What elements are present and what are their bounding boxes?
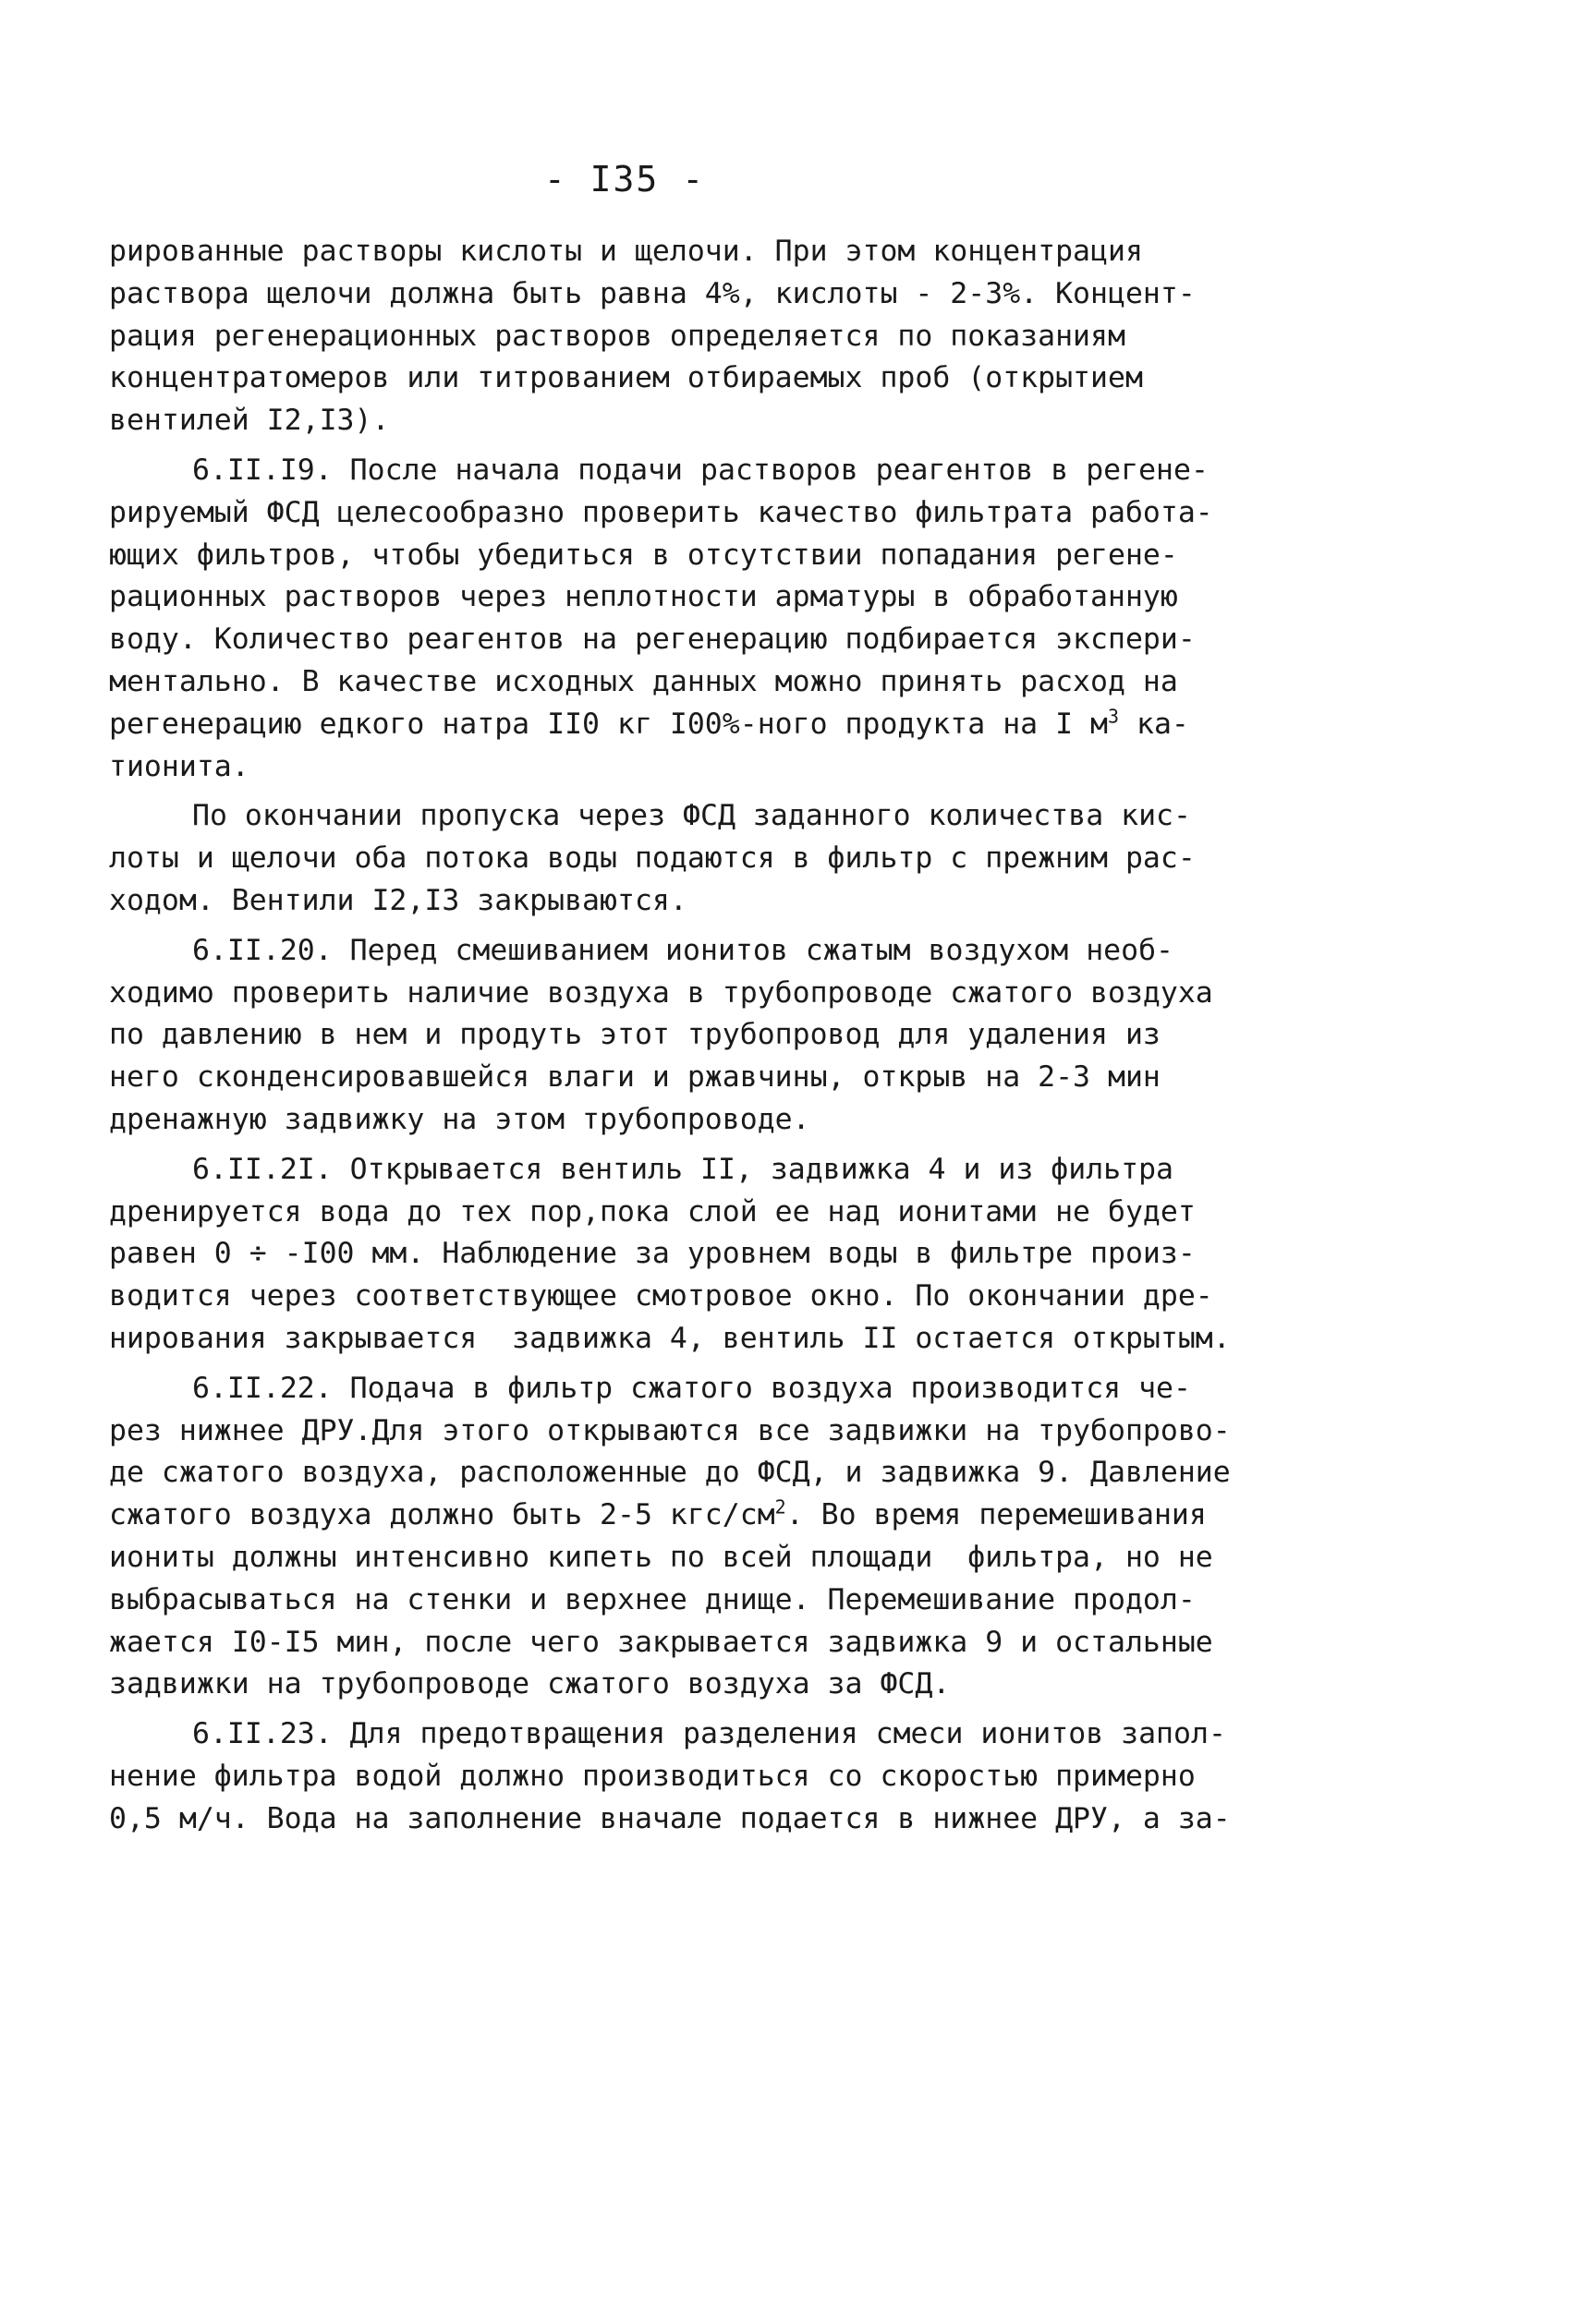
text-line: лоты и щелочи оба потока воды подаются в фильтр с прежним рас- bbox=[109, 841, 1196, 876]
text-line: водится через соответствующее смотровое окно. По окончании дре- bbox=[109, 1279, 1213, 1313]
superscript: 2 bbox=[774, 1495, 786, 1519]
text-line: рез нижнее ДРУ.Для этого открываются все задвижки на трубопрово- bbox=[109, 1413, 1231, 1447]
text-segment: . Во время перемешивания bbox=[785, 1498, 1207, 1532]
text-line: рируемый ФСД целесообразно проверить качество фильтрата работа- bbox=[109, 495, 1213, 529]
text-line: выбрасываться на стенки и верхнее днище. Перемешивание продол- bbox=[109, 1582, 1196, 1616]
text-segment: сжатого воздуха должно быть 2-5 кгс/см bbox=[109, 1498, 775, 1532]
page-number: - I35 - bbox=[543, 159, 706, 200]
text-line: жается I0-I5 мин, после чего закрывается задвижка 9 и остальные bbox=[109, 1625, 1213, 1659]
text-line: 6.II.I9. После начала подачи растворов реагентов в регене- bbox=[192, 453, 1209, 487]
text-line: него сконденсировавшейся влаги и ржавчины, открыв на 2-3 мин bbox=[109, 1060, 1161, 1095]
text-line: дренируется вода до тех пор,пока слой ее над ионитами не будет bbox=[109, 1194, 1196, 1229]
text-line: 6.II.22. Подача в фильтр сжатого воздуха производится че- bbox=[192, 1371, 1191, 1405]
text-segment: ка- bbox=[1119, 707, 1189, 741]
text-line: по давлению в нем и продуть этот трубопровод для удаления из bbox=[109, 1018, 1161, 1052]
text-line: ходом. Вентили I2,I3 закрываются. bbox=[109, 883, 687, 917]
text-line bbox=[109, 1495, 1236, 1537]
text-line: де сжатого воздуха, расположенные до ФСД, и задвижка 9. Давление bbox=[109, 1456, 1231, 1490]
text-line: воду. Количество реагентов на регенерацию подбирается экспери- bbox=[109, 623, 1196, 657]
text-line: 6.II.2I. Открывается вентиль II, задвижка 4 и из фильтра bbox=[192, 1152, 1174, 1186]
text-line: равен 0 ÷ -I00 мм. Наблюдение за уровнем воды в фильтре произ- bbox=[109, 1237, 1196, 1271]
superscript: 3 bbox=[1107, 705, 1120, 728]
text-line: задвижки на трубопроводе сжатого воздуха за ФСД. bbox=[109, 1667, 951, 1701]
text-line: рация регенерационных растворов определяется по показаниям bbox=[109, 319, 1125, 353]
text-line: По окончании пропуска через ФСД заданного количества кис- bbox=[192, 799, 1191, 833]
text-line: ментально. В качестве исходных данных можно принять расход на bbox=[109, 664, 1178, 698]
text-line: ющих фильтров, чтобы убедиться в отсутствии попадания регене- bbox=[109, 538, 1178, 572]
text-line: тионита. bbox=[109, 749, 249, 783]
text-line: 6.II.23. Для предотвращения разделения смеси ионитов запол- bbox=[192, 1717, 1226, 1751]
text-line: нение фильтра водой должно производиться со скоростью примерно bbox=[109, 1759, 1196, 1793]
text-line: концентратомеров или титрованием отбираемых проб (открытием bbox=[109, 361, 1143, 395]
text-line: 0,5 м/ч. Вода на заполнение вначале подается в нижнее ДРУ, а за- bbox=[109, 1801, 1231, 1835]
text-line: дренажную задвижку на этом трубопроводе. bbox=[109, 1102, 810, 1136]
text-line: раствора щелочи должна быть равна 4%, кислоты - 2-3%. Концент- bbox=[109, 276, 1196, 310]
text-line bbox=[109, 704, 1236, 746]
text-line: 6.II.20. Перед смешиванием ионитов сжатым воздухом необ- bbox=[192, 933, 1174, 967]
text-line: рационных растворов через неплотности арматуры в обработанную bbox=[109, 580, 1178, 614]
text-line: вентилей I2,I3). bbox=[109, 404, 390, 438]
text-segment: регенерацию едкого натра II0 кг I00%-ного продукта на I м bbox=[109, 707, 1108, 741]
text-line: ходимо проверить наличие воздуха в трубопроводе сжатого воздуха bbox=[109, 975, 1213, 1010]
body-text bbox=[109, 231, 1236, 1840]
text-line: рированные растворы кислоты и щелочи. При этом концентрация bbox=[109, 235, 1143, 268]
text-line: иониты должны интенсивно кипеть по всей площади фильтра, но не bbox=[109, 1540, 1213, 1574]
text-line: нирования закрывается задвижка 4, вентиль II остается открытым. bbox=[109, 1321, 1231, 1355]
